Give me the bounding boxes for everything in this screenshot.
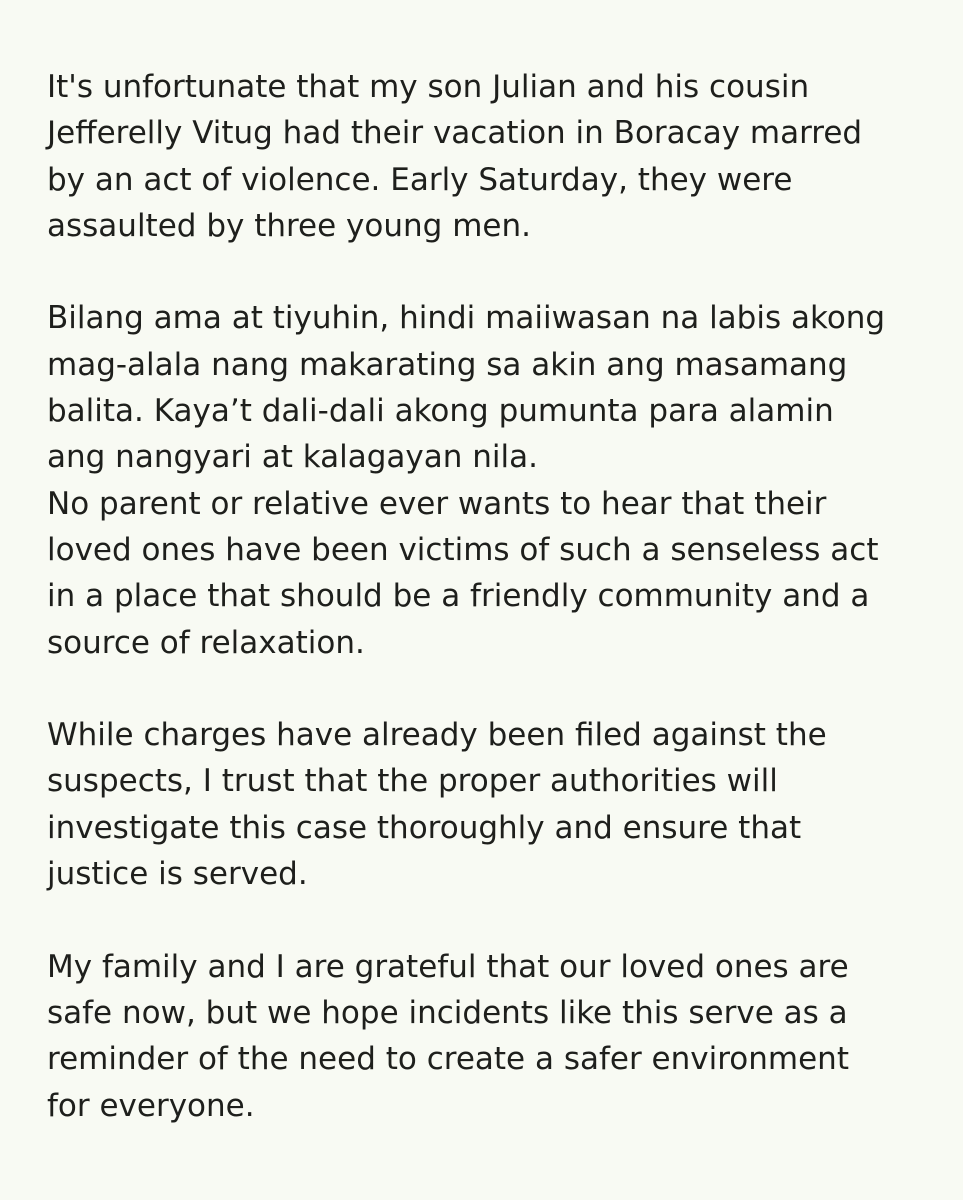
text-line: investigate this case thoroughly and ensure that	[47, 809, 802, 846]
text-line: ang nangyari at kalagayan nila.	[47, 439, 538, 476]
statement-note	[47, 64, 952, 1129]
text-line: It's unfortunate that my son Julian and his cousin	[47, 69, 810, 105]
text-line: mag-alala nang makarating sa akin ang masamang	[47, 346, 848, 383]
text-line: justice is served.	[47, 856, 308, 893]
text-line: Jefferelly Vitug had their vacation in Boracay marred	[47, 115, 863, 152]
text-line: loved ones have been victims of such a senseless act	[47, 531, 879, 568]
paragraph-4	[47, 944, 952, 1129]
paragraph-3	[47, 712, 952, 897]
text-line: assaulted by three young men.	[47, 207, 531, 244]
paragraph-spacer	[47, 666, 952, 712]
text-line: My family and I are grateful that our loved ones are	[47, 948, 849, 985]
paragraph-1	[47, 64, 952, 249]
text-line: No parent or relative ever wants to hear that their	[47, 485, 827, 522]
paragraph-2	[47, 295, 952, 665]
paragraph-spacer	[47, 897, 952, 943]
text-line: source of relaxation.	[47, 624, 365, 661]
text-line: in a place that should be a friendly community and a	[47, 578, 870, 615]
text-line: balita. Kaya’t dali-dali akong pumunta para alamin	[47, 393, 834, 430]
text-line: Bilang ama at tiyuhin, hindi maiiwasan na labis akong	[47, 300, 886, 337]
text-line: for everyone.	[47, 1087, 255, 1124]
text-line: by an act of violence. Early Saturday, they were	[47, 161, 793, 198]
text-line: safe now, but we hope incidents like this serve as a	[47, 994, 848, 1031]
text-line: While charges have already been filed against the	[47, 717, 827, 754]
text-line: suspects, I trust that the proper authorities will	[47, 763, 778, 800]
paragraph-spacer	[47, 249, 952, 295]
text-line: reminder of the need to create a safer environment	[47, 1041, 849, 1078]
